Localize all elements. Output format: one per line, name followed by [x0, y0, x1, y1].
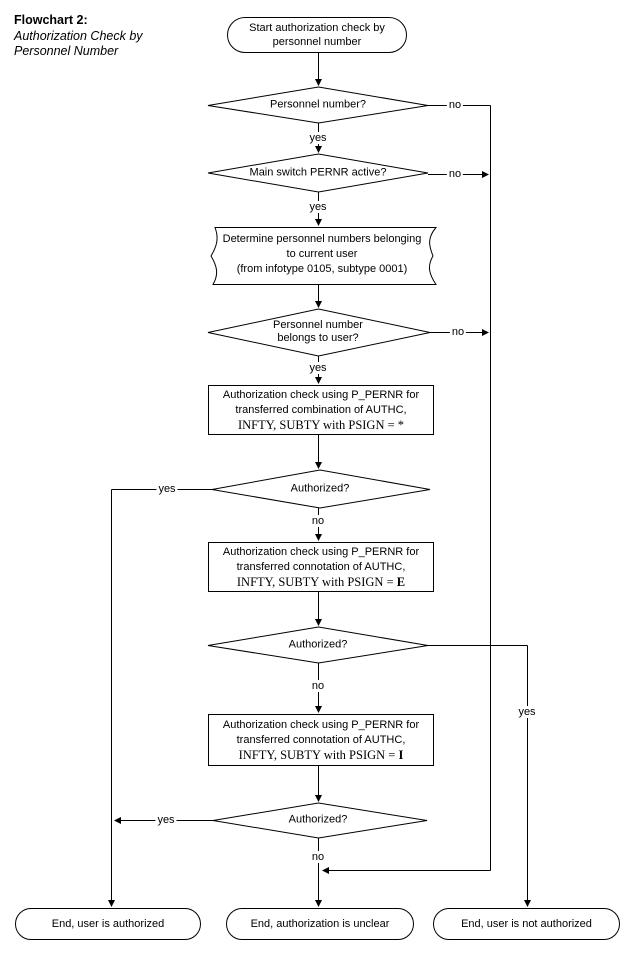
start-terminator-line1: Start authorization check by: [249, 22, 385, 34]
edge-label-main-switch-yes: yes: [309, 201, 327, 213]
chart-subtitle-line2: Personnel Number: [14, 44, 119, 58]
decision-personnel-number-label: Personnel number?: [269, 98, 367, 111]
chart-title-block: [14, 13, 143, 60]
end-terminator-unclear: End, authorization is unclear: [226, 908, 414, 940]
edge-label-authorized1-no: no: [311, 515, 325, 527]
chart-subtitle-line1: Authorization Check by: [14, 28, 143, 43]
decision-authorized2-label: Authorized?: [288, 638, 348, 651]
edge-label-belongs-yes: yes: [309, 362, 327, 374]
process-check-psign-i: Authorization check using P_PERNR for transferred connotation of AUTHC, INFTY, SUBTY with PSIGN = I: [208, 714, 434, 766]
edge-label-authorized2-yes: yes: [518, 706, 536, 718]
start-terminator-line2: personnel number: [272, 36, 362, 48]
process-check-psign-e: Authorization check using P_PERNR for transferred connotation of AUTHC, INFTY, SUBTY with PSIGN = E: [208, 542, 434, 592]
start-terminator: [227, 17, 407, 53]
edge-label-personnel-number-yes: yes: [309, 132, 327, 144]
decision-main-switch-label: Main switch PERNR active?: [249, 166, 387, 179]
decision-authorized1-label: Authorized?: [290, 482, 350, 495]
edge-label-personnel-number-no: no: [448, 99, 462, 111]
edge-label-authorized2-no: no: [311, 680, 325, 692]
end-terminator-not-authorized: End, user is not authorized: [433, 908, 620, 940]
stored-data-determine: Determine personnel numbers belonging to current user (from infotype 0105, subtype 0001): [222, 233, 422, 275]
end-terminator-authorized: End, user is authorized: [15, 908, 201, 940]
edge-label-authorized1-yes: yes: [158, 483, 176, 495]
edge-label-belongs-no: no: [451, 326, 465, 338]
process-check-psign-star: Authorization check using P_PERNR for transferred combination of AUTHC, INFTY, SUBTY with PSIGN = *: [208, 385, 434, 435]
edge-label-main-switch-no: no: [448, 168, 462, 180]
decision-authorized3-label: Authorized?: [288, 813, 348, 826]
decision-belongs-to-user-label: Personnel number belongs to user?: [273, 319, 363, 344]
edge-label-authorized3-yes: yes: [157, 814, 175, 826]
chart-heading: Flowchart 2:: [14, 13, 88, 27]
edge-label-authorized3-no: no: [311, 851, 325, 863]
